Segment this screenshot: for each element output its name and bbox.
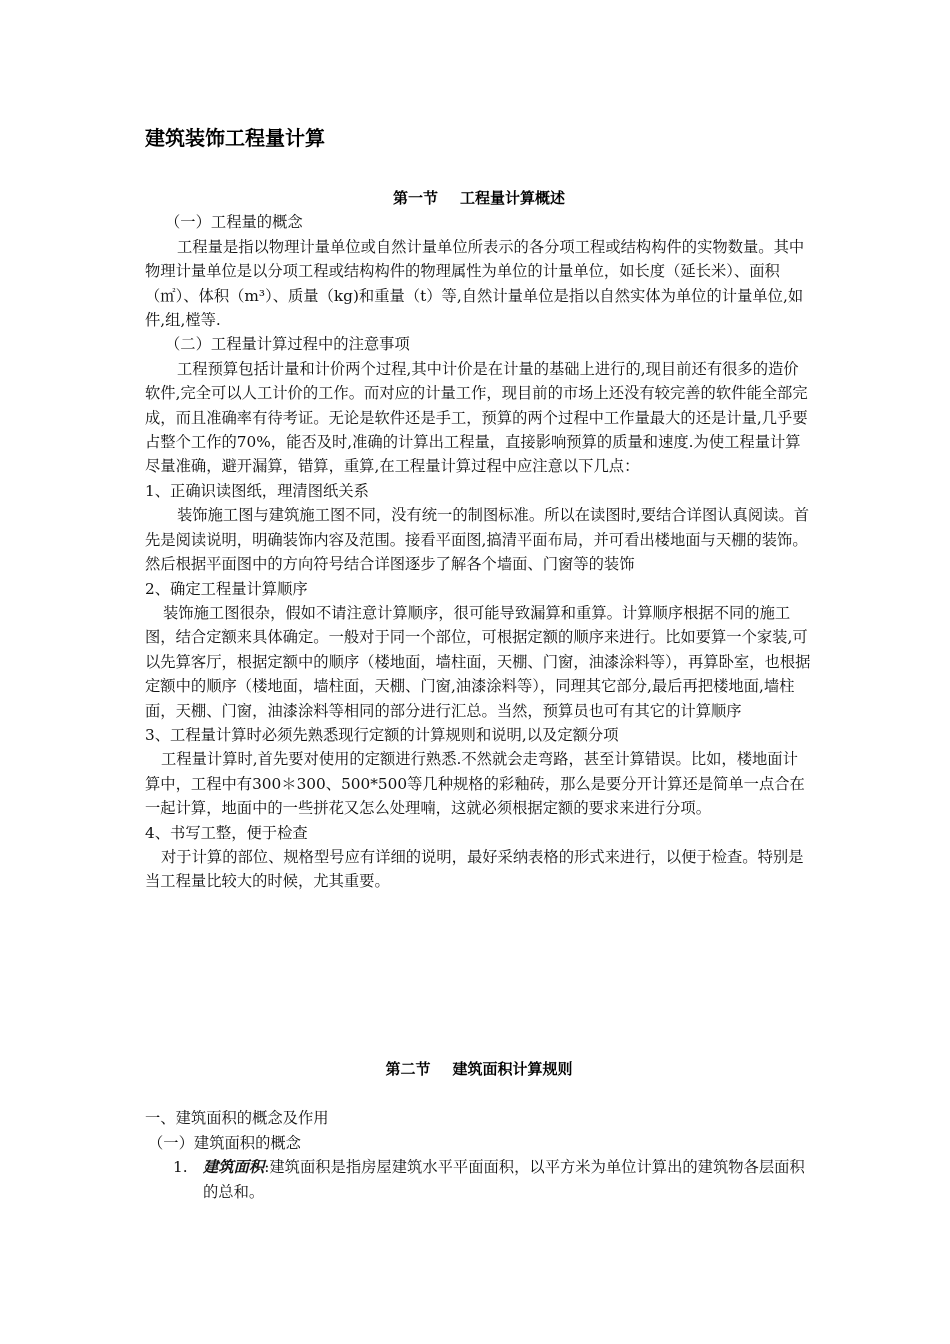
term-building-area: 建筑面积 bbox=[203, 1158, 265, 1177]
document-title: 建筑装饰工程量计算 bbox=[145, 126, 325, 150]
section-1-number: 第一节 bbox=[392, 189, 438, 207]
point-3-heading: 3、工程量计算时必须先熟悉现行定额的计算规则和说明,以及定额分项 bbox=[145, 725, 619, 744]
point-4-body: 对于计算的部位、规格型号应有详细的说明，最好采纳表格的形式来进行，以便于检查。特别是当工程量比较大的时候，尤其重要。 bbox=[145, 847, 804, 891]
list-item-number: 1. bbox=[173, 1158, 188, 1177]
subheading-notes: （二）工程量计算过程中的注意事项 bbox=[165, 335, 410, 354]
subheading-area-concept: （一）建筑面积的概念 bbox=[148, 1133, 301, 1152]
paragraph-concept: 工程量是指以物理计量单位或自然计量单位所表示的各分项工程或结构构件的实物数量。其中物理计量单位是以分项工程或结构构件的物理属性为单位的计量单位，如长度（延长米）、面积（㎡）、体积（m³）、质量（kg)和重量（t）等,自然计量单位是指以自然实体为单位的计量单位,如件,组,樘等. bbox=[145, 237, 805, 330]
section-1 bbox=[145, 186, 813, 894]
section-1-heading bbox=[145, 186, 813, 210]
section-2 bbox=[145, 1057, 813, 1204]
list-item bbox=[145, 1155, 813, 1204]
section-2-number: 第二节 bbox=[385, 1060, 431, 1078]
point-1-heading: 1、正确识读图纸，理清图纸关系 bbox=[145, 481, 369, 500]
point-4-heading: 4、书写工整，便于检查 bbox=[145, 823, 308, 842]
part-1-heading: 一、建筑面积的概念及作用 bbox=[145, 1109, 329, 1128]
point-2-heading: 2、确定工程量计算顺序 bbox=[145, 579, 308, 598]
point-2-body: 装饰施工图很杂，假如不请注意计算顺序，很可能导致漏算和重算。计算顺序根据不同的施工图，结合定额来具体确定。一般对于同一个部位，可根据定额的顺序来进行。比如要算一个家装,可以先算客厅，根据定额中的顺序（楼地面，墙柱面，天棚、门窗，油漆涂料等），再算卧室，也根据定额中的顺序（楼地面，墙柱面，天棚、门窗,油漆涂料等），同理其它部分,最后再把楼地面,墙柱面，天棚、门窗，油漆涂料等相同的部分进行汇总。当然，预算员也可有其它的计算顺序 bbox=[145, 603, 811, 720]
point-3-body: 工程量计算时,首先要对使用的定额进行熟悉.不然就会走弯路，甚至计算错误。比如，楼地面计算中，工程中有300＊300、500*500等几种规格的彩釉砖，那么是要分开计算还是简单一点合在一起计算，地面中的一些拼花又怎么处理喃，这就必须根据定额的要求来进行分项。 bbox=[145, 750, 805, 818]
subheading-concept: （一）工程量的概念 bbox=[165, 213, 303, 232]
list-item-text: :建筑面积是指房屋建筑水平平面面积，以平方米为单位计算出的建筑物各层面积的总和。 bbox=[203, 1158, 805, 1201]
paragraph-notes: 工程预算包括计量和计价两个过程,其中计价是在计量的基础上进行的,现目前还有很多的造价软件,完全可以人工计价的工作。而对应的计量工作，现目前的市场上还没有较完善的软件能全部完成，而且准确率有待考证。无论是软件还是手工，预算的两个过程中工作量最大的还是计量,几乎要占整个工作的70%，能否及时,准确的计算出工程量，直接影响预算的质量和速度.为使工程量计算尽量准确，避开漏算，错算，重算,在工程量计算过程中应注意以下几点： bbox=[145, 359, 808, 476]
section-1-title: 工程量计算概述 bbox=[460, 189, 566, 207]
section-2-heading bbox=[145, 1057, 813, 1081]
section-2-title: 建筑面积计算规则 bbox=[452, 1060, 573, 1078]
point-1-body: 装饰施工图与建筑施工图不同，没有统一的制图标准。所以在读图时,要结合详图认真阅读。首先是阅读说明，明确装饰内容及范围。接看平面图,搞清平面布局，并可看出楼地面与天棚的装饰。然后根据平面图中的方向符号结合详图逐步了解各个墙面、门窗等的装饰 bbox=[145, 506, 810, 574]
